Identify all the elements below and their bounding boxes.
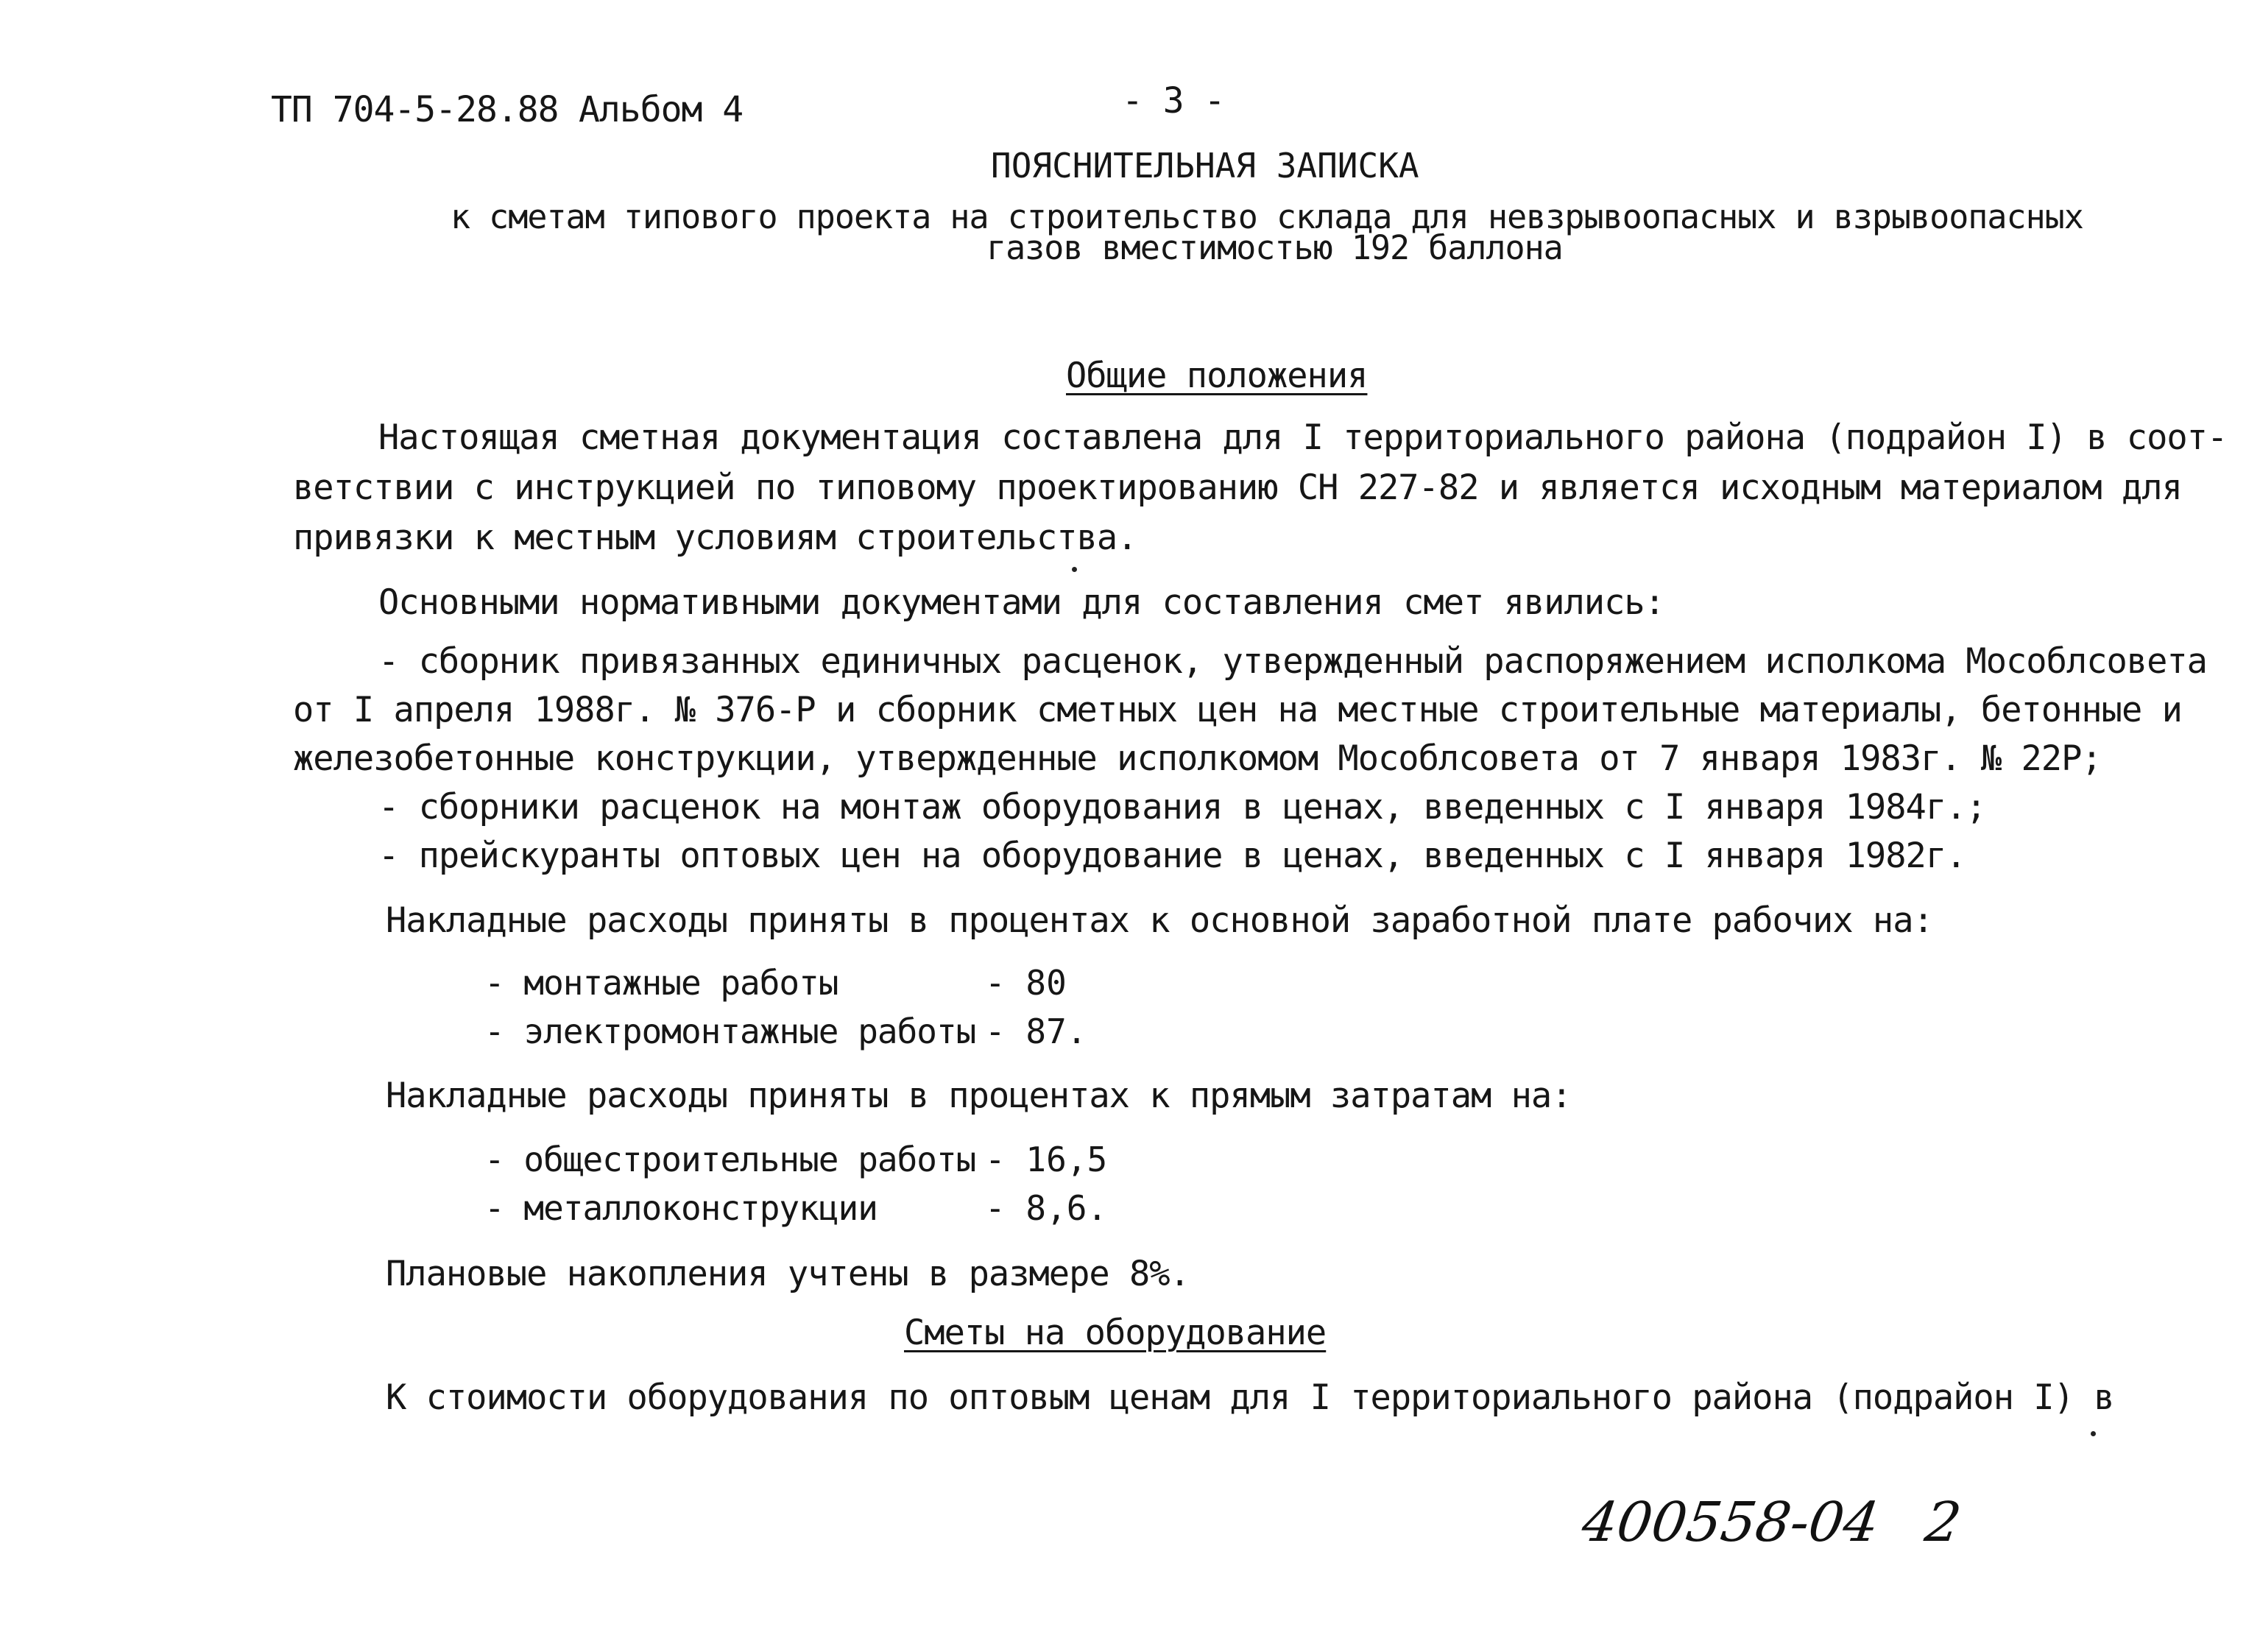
paragraph-1-line-1: Настоящая сметная документация составлена для I территориального района (подрайон I) в соот-: [378, 417, 2228, 458]
overhead-item-value: - 87.: [985, 1012, 1087, 1051]
overhead-item-value: - 16,5: [985, 1140, 1108, 1179]
section-heading-general: Общие положения: [1066, 356, 1368, 396]
album-label: Альбом 4: [579, 89, 744, 130]
paragraph-2: Основными нормативными документами для составления смет явились:: [378, 582, 1664, 623]
doc-list-line-3: железобетонные конструкции, утвержденные исполкомом Мособлсовета от 7 января 1983г. № 22Р;: [293, 738, 2102, 779]
ink-dot: [2091, 1431, 2096, 1436]
subtitle-line-2: газов вместимостью 192 баллона: [986, 228, 1563, 267]
doc-list-line-4: - сборники расценок на монтаж оборудования в ценах, введенных с I января 1984г.;: [378, 787, 1986, 827]
overhead-item-label: - общестроительные работы: [484, 1140, 976, 1179]
overhead-item-label: - монтажные работы: [484, 963, 838, 1003]
doc-list-line-5: - прейскуранты оптовых цен на оборудование в ценах, введенных с I января 1982г.: [378, 836, 1966, 876]
overhead-item-value: - 80: [985, 963, 1067, 1003]
doc-list-line-1: - сборник привязанных единичных расценок, утвержденный распоряжением исполкома Мособлсовета: [378, 641, 2207, 682]
section-heading-equipment: Сметы на оборудование: [904, 1313, 1327, 1353]
paragraph-1-line-3: привязки к местным условиям строительства.: [293, 518, 1137, 558]
doc-list-line-2: от I апреля 1988г. № 376-Р и сборник сметных цен на местные строительные материалы, бетонные и: [293, 690, 2182, 730]
overhead-wages-intro: Накладные расходы приняты в процентах к основной заработной плате рабочих на:: [386, 900, 1933, 941]
overhead-item-label: - металлоконструкции: [484, 1188, 877, 1228]
overhead-item-label: - электромонтажные работы: [484, 1012, 976, 1051]
ink-dot: [1072, 567, 1077, 572]
subtitle-line-1: к сметам типового проекта на строительство склада для невзрывоопасных и взрывоопасных: [451, 197, 2083, 236]
page-number: - 3 -: [1122, 80, 1225, 121]
doc-code: ТП 704-5-28.88: [271, 89, 559, 130]
overhead-direct-intro: Накладные расходы приняты в процентах к прямым затратам на:: [386, 1076, 1572, 1116]
archive-number: 400558-04: [1578, 1491, 1883, 1554]
paragraph-1-line-2: ветствии с инструкцией по типовому проектированию СН 227-82 и является исходным материалом для: [293, 467, 2182, 508]
planned-savings: Плановые накопления учтены в размере 8%.: [386, 1254, 1190, 1294]
page-title: ПОЯСНИТЕЛЬНАЯ ЗАПИСКА: [991, 146, 1419, 186]
equipment-paragraph: К стоимости оборудования по оптовым ценам для I территориального района (подрайон I) в: [386, 1377, 2114, 1418]
sheet-number: 2: [1921, 1491, 1966, 1554]
overhead-item-value: - 8,6.: [985, 1188, 1108, 1228]
